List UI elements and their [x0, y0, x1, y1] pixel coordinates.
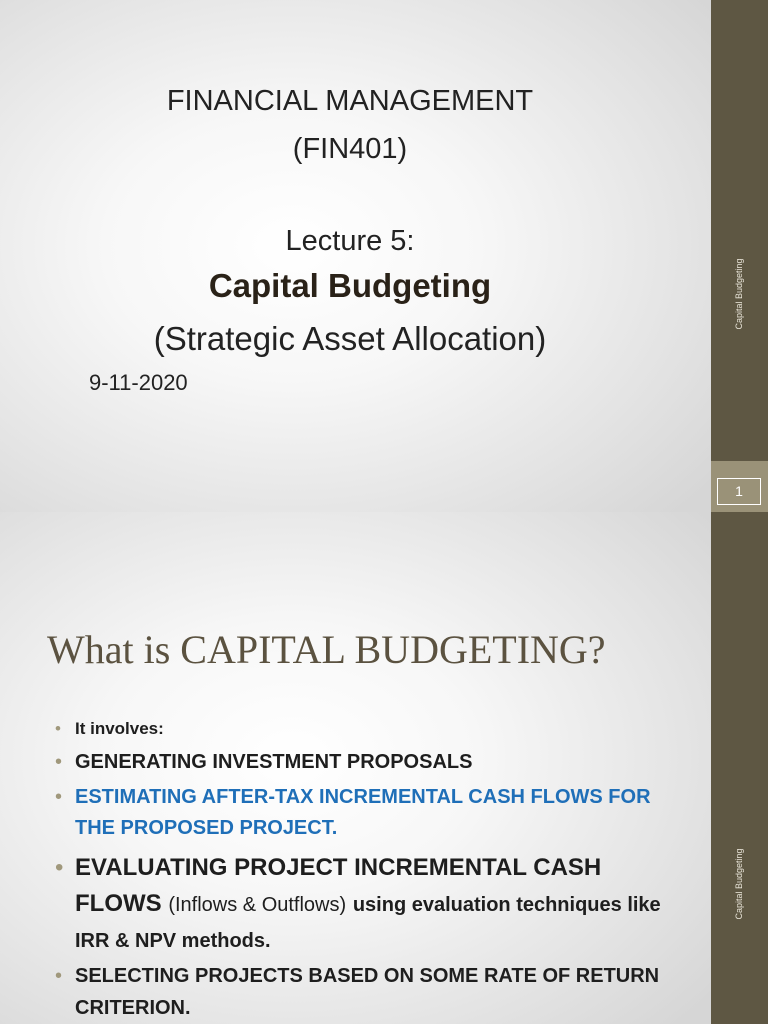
- list-item: [55, 960, 675, 1024]
- list-item-text: GENERATING INVESTMENT PROPOSALS: [75, 751, 473, 773]
- lecture-date: 9-11-2020: [89, 370, 188, 395]
- bullet-dot-icon: •: [55, 854, 64, 881]
- list-item: [55, 716, 675, 742]
- sidebar-label: Capital Budgeting: [734, 848, 744, 920]
- sidebar-panel: [711, 512, 768, 1024]
- list-item-highlighted: [55, 782, 675, 844]
- list-item: [55, 850, 675, 958]
- bullet-dot-icon: •: [55, 786, 63, 808]
- course-title: FINANCIAL MANAGEMENT: [166, 85, 534, 117]
- bullet-dot-icon: •: [55, 751, 63, 773]
- bullet-dot-icon: •: [55, 719, 61, 738]
- slide-number: 1: [717, 478, 761, 505]
- sidebar-panel: [711, 0, 768, 512]
- list-item-text: SELECTING PROJECTS BASED ON SOME RATE OF RETURN CRITERION.: [75, 965, 660, 1019]
- bullet-dot-icon: •: [55, 965, 63, 987]
- lecture-number: Lecture 5:: [285, 225, 415, 257]
- bullet-list: [55, 716, 675, 1024]
- content-slide: [0, 512, 768, 1024]
- lecture-subtitle: (Strategic Asset Allocation): [153, 320, 547, 357]
- list-item-lead: EVALUATING PROJECT INCREMENTAL CASH FLOWS: [75, 854, 602, 917]
- list-item-text: ESTIMATING AFTER-TAX INCREMENTAL CASH FLOWS FOR THE PROPOSED PROJECT.: [75, 786, 651, 839]
- lecture-topic: Capital Budgeting: [208, 267, 492, 304]
- course-code: (FIN401): [292, 133, 408, 165]
- sidebar-label: Capital Budgeting: [734, 258, 744, 330]
- slide-heading: What is CAPITAL BUDGETING?: [47, 627, 606, 672]
- list-item-text: It involves:: [75, 719, 164, 738]
- list-item-rest: using evaluation techniques like IRR & NPV methods.: [75, 894, 661, 952]
- list-item: [55, 748, 675, 776]
- list-item-note: (Inflows & Outflows): [168, 894, 347, 916]
